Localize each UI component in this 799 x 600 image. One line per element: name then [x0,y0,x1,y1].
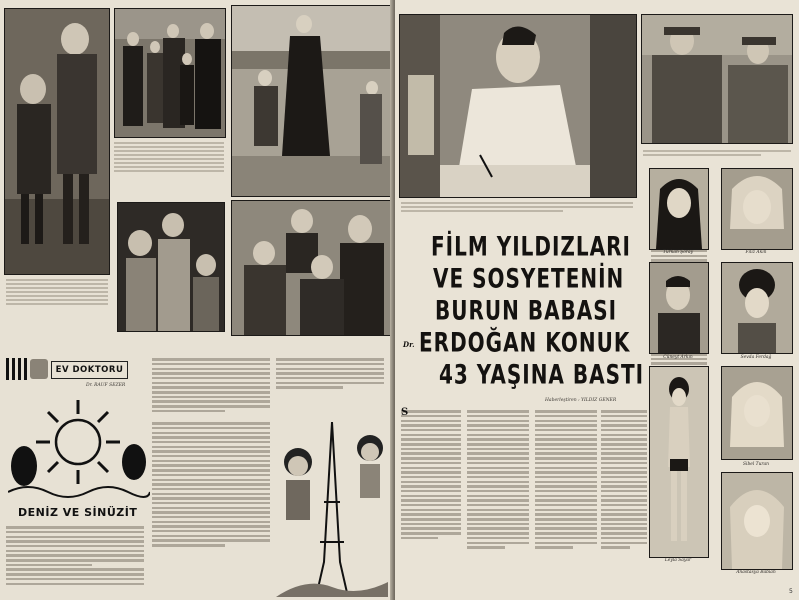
caption-photo-two-boys [6,277,108,307]
sun-illustration [8,396,150,500]
caption-photo-family [114,140,224,174]
portrait-celebrity-6 [721,366,793,460]
headline-line2: VE SOSYETENİN [433,262,625,295]
portrait-celebrity-5 [649,366,709,558]
portrait-celebrity-4 [721,262,793,354]
portrait-celebrity-3 [649,262,709,354]
portrait-name-3: Cüneyt Arkın [663,355,693,360]
article-body-col1 [6,524,144,587]
caption-officers [643,148,791,158]
photo-officers [641,14,793,144]
photo-three-children [117,202,225,332]
portrait-name-1: Türkan Şoray [662,250,694,255]
doctor-illustration [30,359,48,379]
photo-family-street [114,8,226,138]
portrait-name-4: Sevda Ferdağ [740,355,772,360]
column-header [6,358,126,380]
photo-doctor-desk [399,14,637,198]
headline-line1: FİLM YILDIZLARI [431,230,631,263]
caption-doctor-desk [401,200,633,214]
article-body-col3 [276,356,384,391]
portrait-name-7: Anastasya Babian [736,570,776,575]
body-dropcap: S [401,407,409,418]
headline-line4: ERDOĞAN KONUK [419,326,631,359]
portrait-celebrity-2 [721,168,793,250]
headline-line3: BURUN BABASI [435,294,618,327]
article-body-col2 [152,356,270,549]
body-col1 [401,408,461,542]
body-col3 [535,408,597,551]
portrait-name-2: Filiz Akın [745,250,767,255]
photo-woman-park [231,5,391,197]
portrait-celebrity-1 [649,168,709,250]
page-number: 5 [789,588,793,595]
headline-prefix: Dr. [403,340,415,349]
reporter-credit: Haberleştiren : YILDIZ GENER [545,398,617,403]
body-col4 [601,408,647,551]
portrait-celebrity-7 [721,472,793,570]
portrait-name-5: Leylâ Sayar [664,558,692,563]
photo-family-portrait [231,200,391,336]
cartoon-illustration [276,412,388,597]
right-page [395,0,799,600]
column-title: EV DOKTORU [51,361,128,379]
headline-line5: 43 YAŞINA BASTI [439,358,645,391]
article-title: DENİZ VE SİNÜZİT [18,506,138,519]
column-stripes-decoration [6,358,28,380]
portrait-name-6: Sibel Turan [743,462,769,467]
left-page [0,0,393,600]
column-byline: Dr. RAUF SEZER [86,383,126,388]
body-col2 [467,408,529,551]
photo-two-boys [4,8,110,275]
